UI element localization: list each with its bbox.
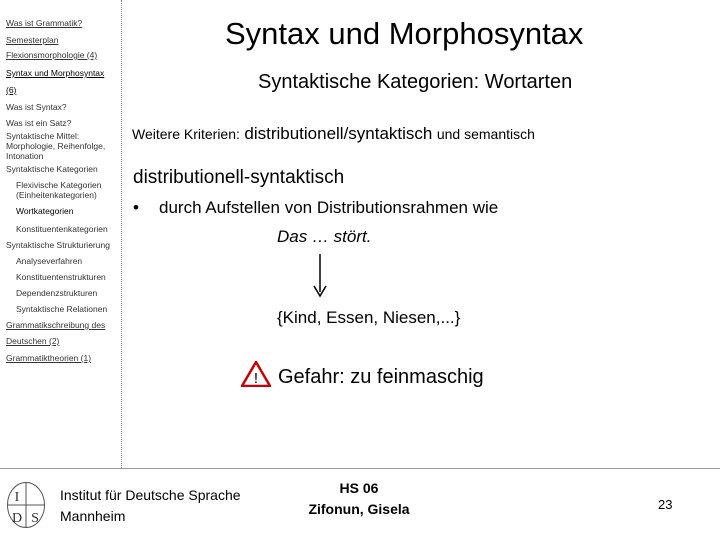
nav-item-syntax-und-morphosyntax[interactable]: Syntax und Morphosyntax [6,68,105,78]
nav-item-konstituentenstrukturen[interactable]: Konstituentenstrukturen [16,272,106,282]
nav-item-syntaktische-mittel[interactable]: Syntaktische Mittel: Morphologie, Reihenfolge, Intonation [6,131,106,161]
ids-logo [6,481,46,529]
nav-item-flexivische-kategorien[interactable]: Flexivische Kategorien (Einheitenkategorien) [16,180,102,200]
institute-line-1: Institut für Deutsche Sprache [60,487,241,503]
bullet-symbol: • [133,198,139,217]
nav-item-syntaktische-strukturierung[interactable]: Syntaktische Strukturierung [6,240,110,250]
slide-title: Syntax und Morphosyntax [225,16,584,51]
institute-name [60,485,241,527]
slide-subtitle: Syntaktische Kategorien: Wortarten [258,71,573,93]
course-label: HS 06 [339,480,379,496]
svg-text:S: S [31,511,39,526]
down-arrow-icon [308,254,332,298]
navigation-sidebar [0,0,121,468]
nav-item-was-ist-syntax[interactable]: Was ist Syntax? [6,102,67,112]
footer-divider [0,468,720,469]
criteria-semantic: und semantisch [436,126,535,142]
institute-line-2: Mannheim [60,508,126,524]
section-heading: distributionell-syntaktisch [133,167,345,188]
svg-text:I: I [14,490,20,505]
author-name: Zifonun, Gisela [308,501,410,517]
page-number: 23 [658,497,673,512]
warning-icon [241,361,271,387]
nav-item-was-ist-grammatik[interactable]: Was ist Grammatik? [6,18,83,28]
nav-item-dependenzstrukturen[interactable]: Dependenzstrukturen [16,288,98,298]
svg-text:D: D [11,511,23,526]
nav-item-analyseverfahren[interactable]: Analyseverfahren [16,256,83,266]
nav-item-grammatiktheorien[interactable]: Grammatiktheorien (1) [6,353,92,363]
warning-text: Gefahr: zu feinmaschig [278,366,484,388]
nav-item-syntax-count[interactable]: (6) [6,85,17,95]
bullet-text: durch Aufstellen von Distributionsrahmen wie [159,198,499,217]
nav-item-grammatikschreibung[interactable]: Grammatikschreibung des [6,320,106,330]
nav-item-semesterplan[interactable]: Semesterplan [6,35,59,45]
nav-item-syntaktische-kategorien[interactable]: Syntaktische Kategorien [6,164,98,174]
nav-item-was-ist-ein-satz[interactable]: Was ist ein Satz? [6,118,72,128]
distribution-frame-example: Das … stört. [277,227,372,246]
nav-item-konstituentenkategorien[interactable]: Konstituentenkategorien [16,224,108,234]
criteria-main: distributionell/syntaktisch [244,124,433,143]
criteria-label: Weitere Kriterien: [132,126,240,142]
criteria-line [132,124,535,144]
course-info [300,478,418,520]
warning-symbol: ! [253,370,259,387]
bullet-item [133,198,498,218]
nav-item-grammatikschreibung-count[interactable]: Deutschen (2) [6,336,60,346]
navigation-divider [121,0,122,468]
set-example: {Kind, Essen, Niesen,...} [277,308,461,327]
nav-item-flexionsmorphologie[interactable]: Flexionsmorphologie (4) [6,50,98,60]
nav-item-syntaktische-relationen[interactable]: Syntaktische Relationen [16,304,108,314]
nav-item-wortkategorien[interactable]: Wortkategorien [16,206,74,216]
